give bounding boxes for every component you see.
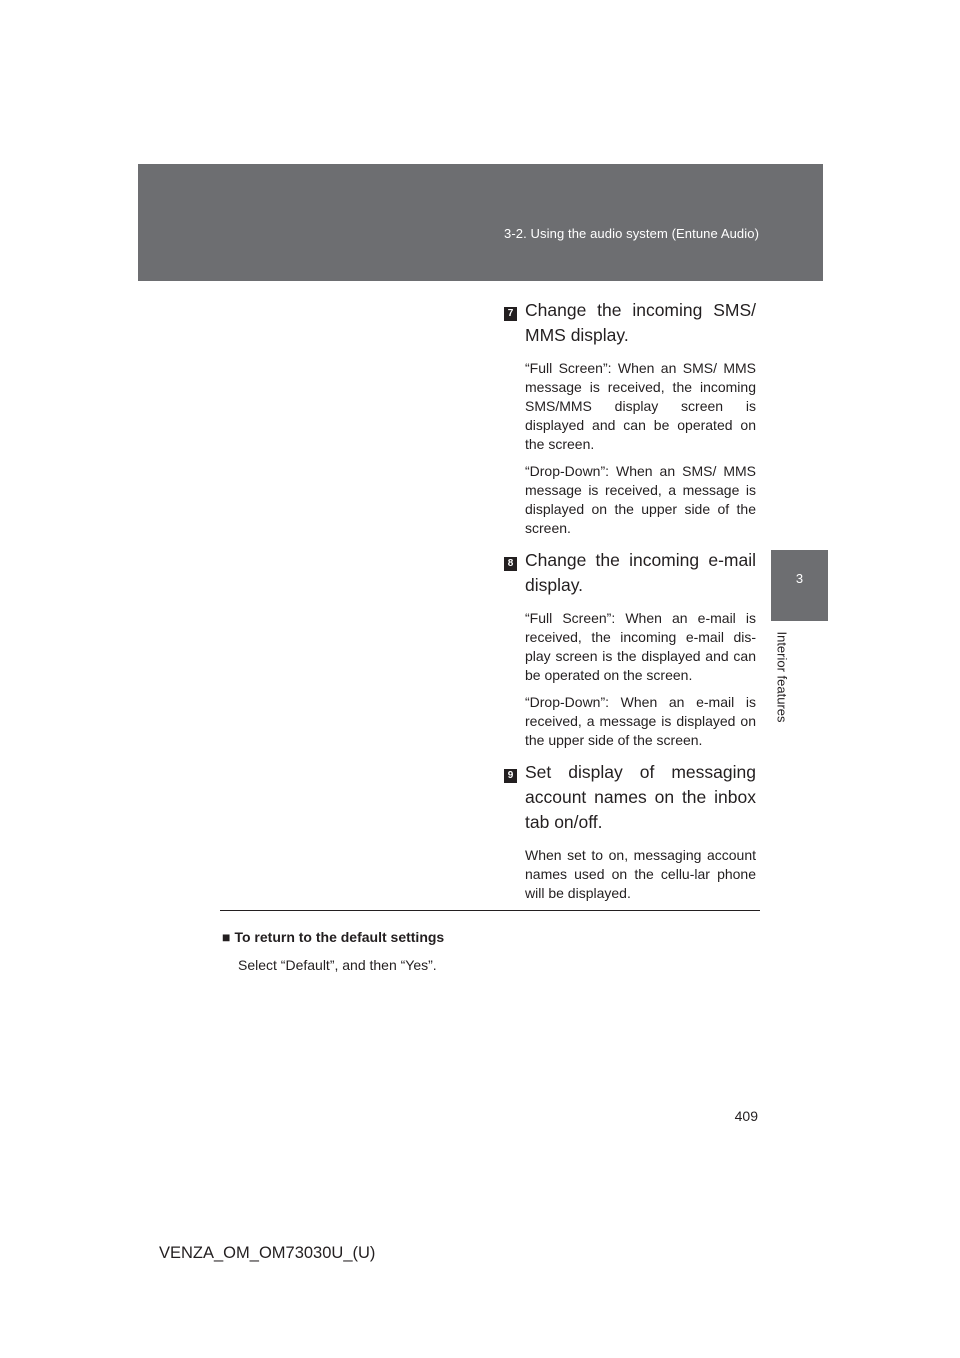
step-list (504, 298, 756, 913)
step-item (504, 298, 756, 538)
step-description: “Drop-Down”: When an SMS/ MMS message is received, a message is displayed on the upper side of the screen. (525, 463, 756, 536)
step-description: “Full Screen”: When an e-mail is received, the incoming e-mail dis-play screen is the displayed and can be operated on the screen. (525, 610, 756, 683)
step-description: “Drop-Down”: When an e-mail is received, a message is displayed on the upper side of the screen. (525, 694, 756, 748)
chapter-label-container (771, 621, 793, 733)
note-heading (222, 929, 444, 945)
step-title: Change the incoming SMS/ MMS display. (525, 300, 756, 345)
header-band (138, 164, 823, 281)
step-description: When set to on, messaging account names used on the cellu-lar phone will be displayed. (525, 847, 756, 901)
chapter-number: 3 (795, 571, 804, 586)
square-bullet-icon: ■ (222, 929, 231, 945)
divider (220, 910, 760, 911)
section-title: 3-2. Using the audio system (Entune Audio) (504, 226, 759, 241)
document-code: VENZA_OM_OM73030U_(U) (159, 1244, 376, 1262)
step-title: Change the incoming e-mail display. (525, 550, 756, 595)
step-description: “Full Screen”: When an SMS/ MMS message is received, the incoming SMS/MMS display screen is displayed and can be operated on the screen. (525, 360, 756, 452)
note-heading-text: To return to the default settings (234, 929, 445, 945)
step-item (504, 548, 756, 750)
step-item (504, 760, 756, 903)
page-number: 409 (734, 1108, 758, 1124)
chapter-tab (771, 550, 828, 621)
step-number-badge: 7 (504, 307, 517, 321)
step-number-badge: 9 (504, 769, 517, 783)
note-text: Select “Default”, and then “Yes”. (238, 957, 437, 973)
step-number-badge: 8 (504, 557, 517, 571)
step-title: Set display of messaging account names on the inbox tab on/off. (525, 762, 756, 832)
chapter-label: Interior features (774, 631, 790, 723)
